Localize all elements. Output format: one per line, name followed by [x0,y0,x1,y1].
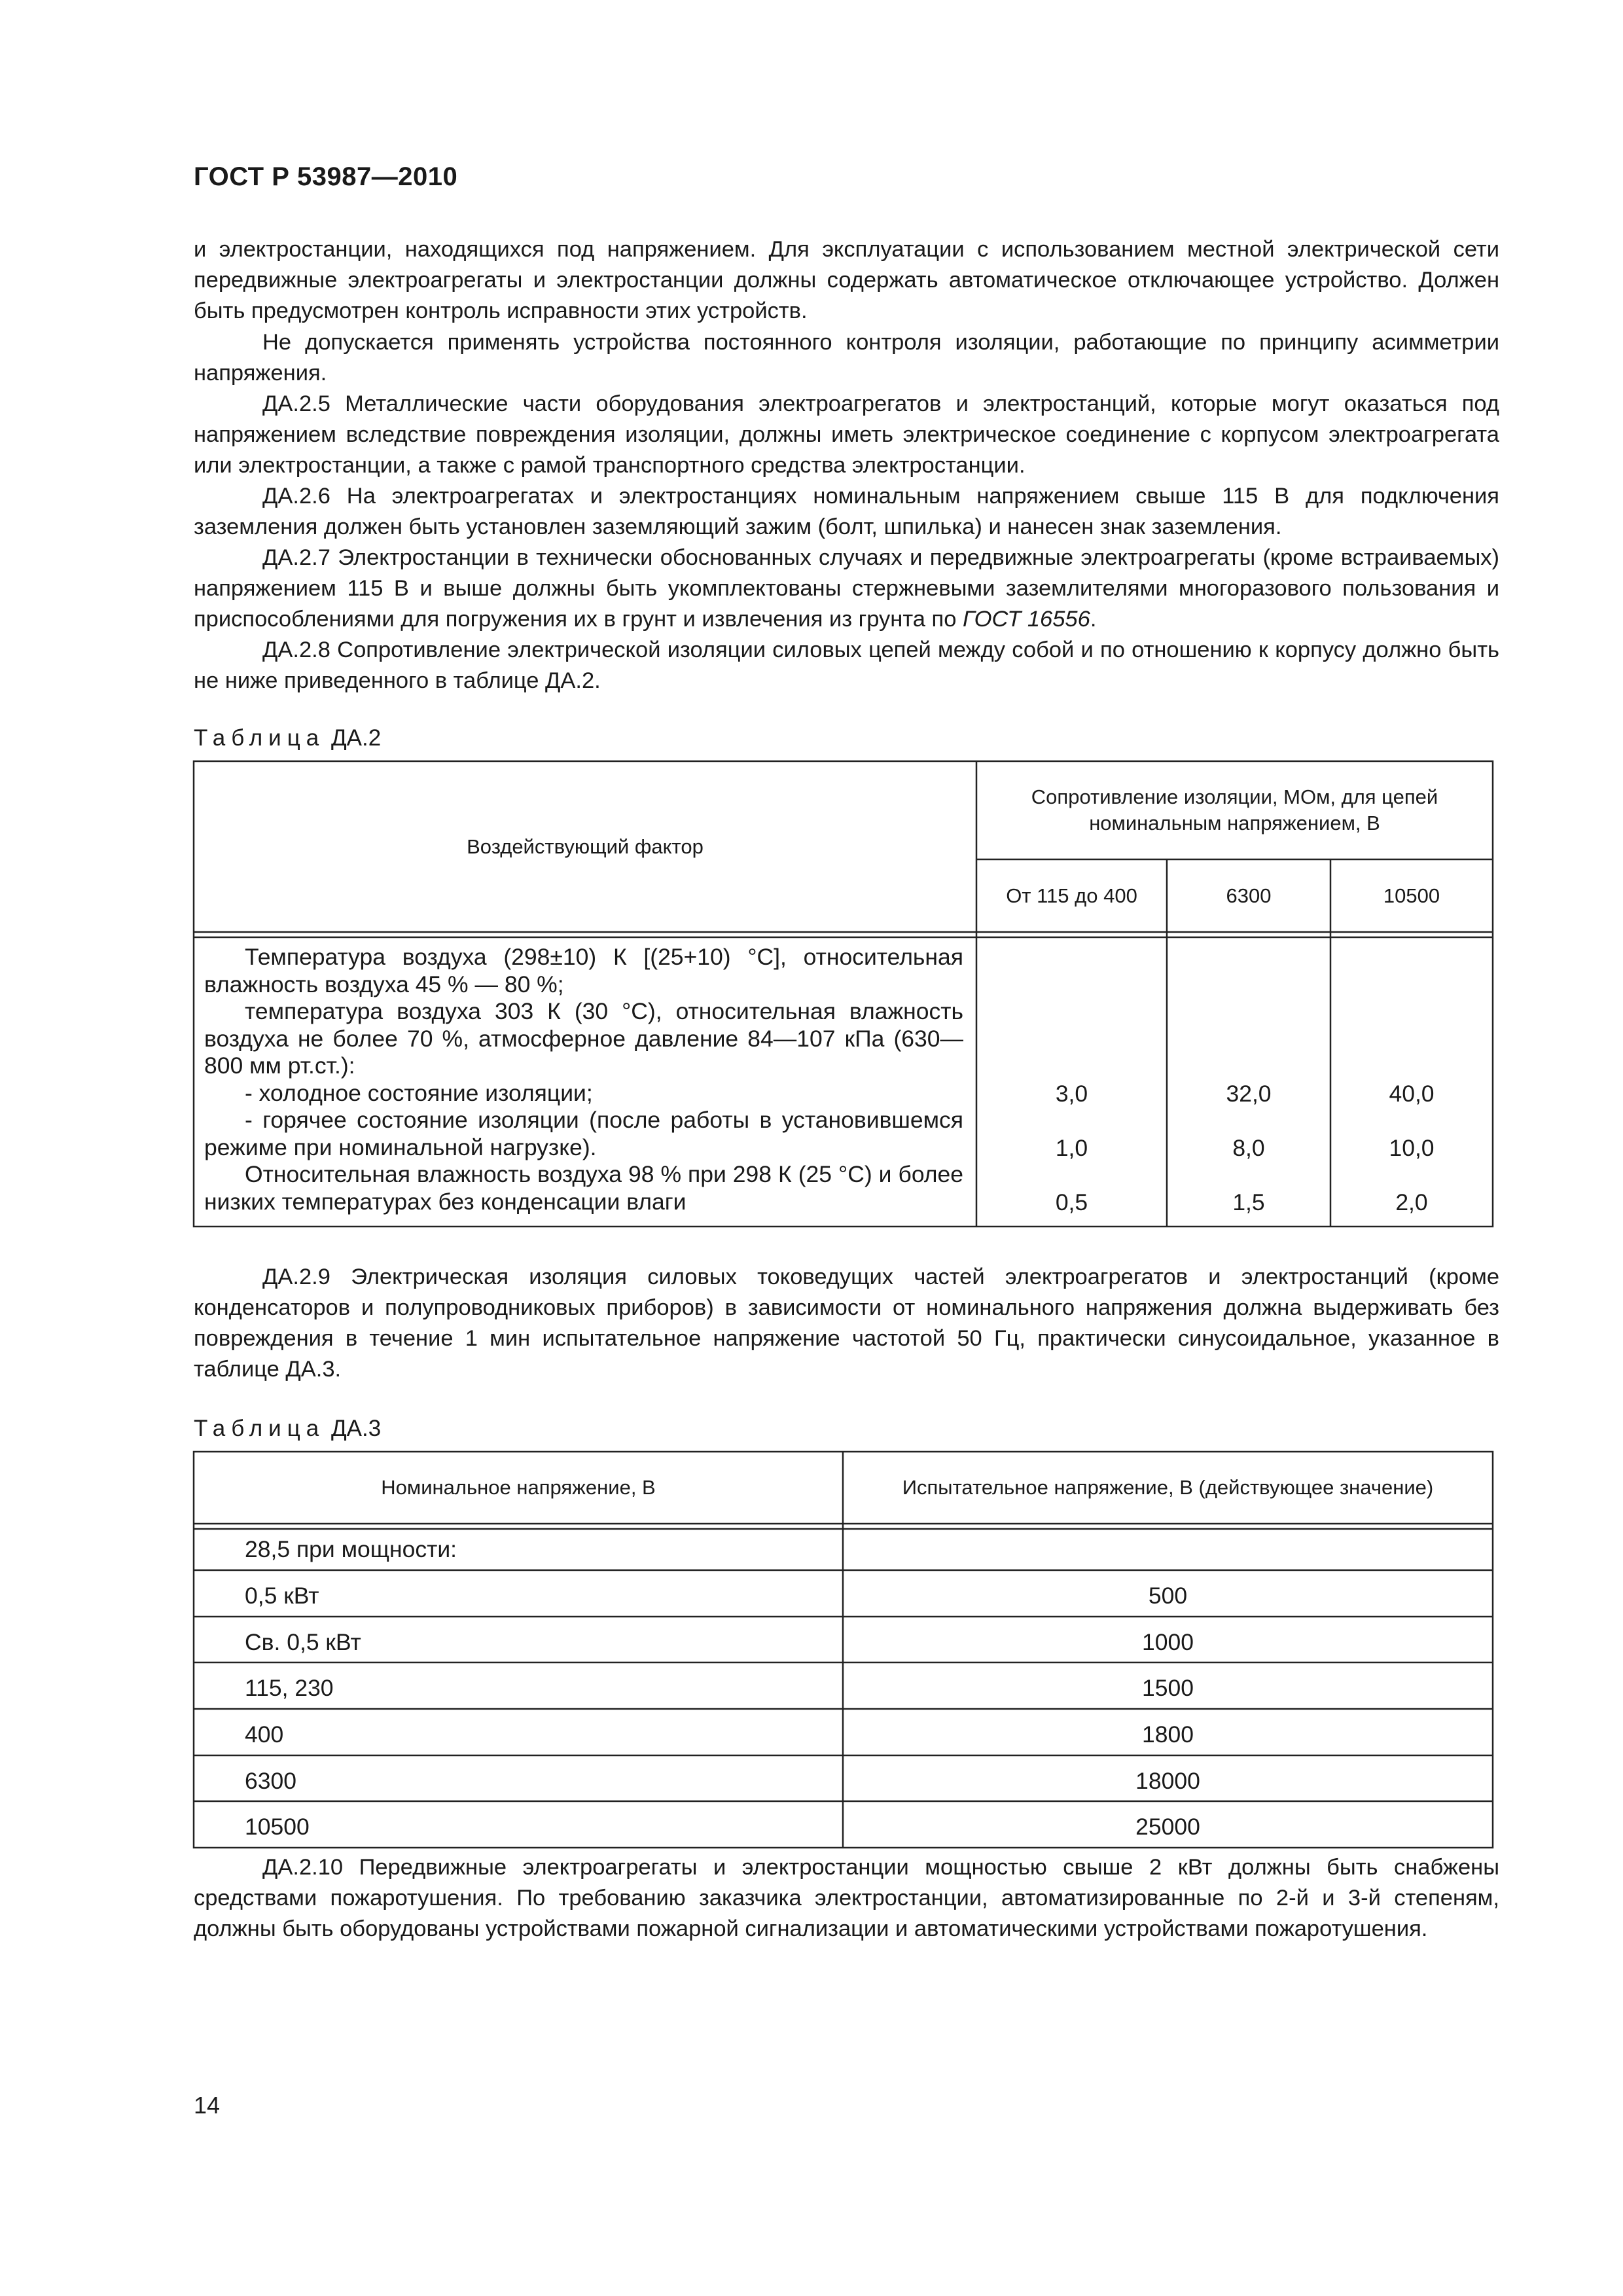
paragraph-da-2-7-end: . [1090,607,1097,632]
table-da2-header-resistance-label: Сопротивление изоляции, МОм, для цепей номинальным напряжением, В [1031,785,1438,834]
table-da3-caption-number: ДА.3 [330,1416,382,1441]
paragraph-da-2-5: ДА.2.5 Металлические части оборудования электроагрегатов и электростанций, которые могут оказаться под напряжением вследствие повреждения изоляции, должны иметь электрическое соединение с корпусом электроагрегата или электростанции, а также с рамой транспортного средства электростанции. [194,391,1499,478]
factor-line-cold: - холодное состояние изоляции; [245,1079,593,1106]
table-da2-hot-115-400: 1,0 [1055,1135,1088,1161]
table-da2-subheader-1: От 115 до 400 [1006,884,1137,907]
table-da3-header-test: Испытательное напряжение, В (действующее значение) [902,1476,1434,1499]
table-da2-subheader-2: 6300 [1226,884,1272,907]
table-da2-cold-115-400: 3,0 [1055,1081,1088,1107]
paragraph-continuation: и электростанции, находящихся под напряжением. Для эксплуатации с использованием местной электрической сети передвижные электроагрегаты и электростанции должны содержать автоматическое отключающее устройство. Должен быть предусмотрен контроль исправности этих устройств. [194,237,1499,323]
table-da3-caption-word: Таблица [194,1416,325,1441]
table-da2-caption-number: ДА.2 [330,725,382,751]
paragraph-da-2-9: ДА.2.9 Электрическая изоляция силовых токоведущих частей электроагрегатов и электростанций (кроме конденсаторов и полупроводниковых приборов) в зависимости от номинального напряжения должна выдерживать без повреждения в течение 1 мин испытательное напряжение частотой 50 Гц, практически синусоидальное, указанное в таблице ДА.3. [194,1265,1499,1382]
table-da3-row-7-nominal: 10500 [245,1814,310,1840]
table-da3-row-2-nominal: 0,5 кВт [245,1583,319,1609]
table-da3-row-3-nominal: Св. 0,5 кВт [245,1629,361,1655]
paragraph-da-2-8: ДА.2.8 Сопротивление электрической изоляции силовых цепей между собой и по отношению к корпусу должно быть не ниже приведенного в таблице ДА.2. [194,637,1499,693]
table-da2-humid-115-400: 0,5 [1055,1189,1088,1215]
table-da2-subheader-3: 10500 [1383,884,1440,907]
table-da2-hot-6300: 8,0 [1232,1135,1265,1161]
table-da2-caption-word: Таблица [194,725,325,751]
factor-line-hot: - горячее состояние изоляции (после работы в установившемся режиме при номинальной нагрузке). [204,1107,963,1160]
standard-reference-link[interactable]: ГОСТ 16556 [962,607,1090,632]
factor-line-temp-pressure: температура воздуха 303 К (30 °С), относительная влажность воздуха не более 70 %, атмосферное давление 84—107 кПа (630—800 мм рт.ст.): [204,998,963,1079]
paragraph-asymmetry: Не допускается применять устройства постоянного контроля изоляции, работающие по принципу асимметрии напряжения. [194,330,1499,386]
table-da2-humid-10500: 2,0 [1395,1189,1428,1215]
table-da3-row-3-test: 1000 [1142,1629,1194,1655]
factor-line-temp-humidity: Температура воздуха (298±10) К [(25+10) °С], относительная влажность воздуха 45 % — 80 %; [204,944,963,997]
factor-line-humidity-98: Относительная влажность воздуха 98 % при 298 К (25 °С) и более низких температурах без конденсации влаги [204,1161,963,1215]
paragraph-da-2-10: ДА.2.10 Передвижные электроагрегаты и электростанции мощностью свыше 2 кВт должны быть снабжены средствами пожаротушения. По требованию заказчика электростанции, автоматизированные по 2-й и 3-й степеням, должны быть оборудованы устройствами пожарной сигнализации и автоматическими устройствами пожаротушения. [194,1855,1499,1941]
table-da3-row-1-nominal: 28,5 при мощности: [245,1536,457,1562]
table-da3-row-4-test: 1500 [1142,1675,1194,1701]
table-da2-header-factor-label: Воздействующий фактор [467,834,704,858]
table-da3-row-6-nominal: 6300 [245,1768,296,1794]
table-da2-cold-10500: 40,0 [1389,1081,1435,1107]
page-number: 14 [194,2092,221,2119]
table-da3-header-nominal: Номинальное напряжение, В [381,1476,656,1499]
table-da2-humid-6300: 1,5 [1232,1189,1265,1215]
table-da2-cold-6300: 32,0 [1226,1081,1272,1107]
table-da3-row-4-nominal: 115, 230 [245,1675,334,1701]
table-da3-row-5-nominal: 400 [245,1721,284,1748]
table-da3-row-2-test: 500 [1148,1583,1188,1609]
paragraph-da-2-7-text: ДА.2.7 Электростанции в технически обоснованных случаях и передвижные электроагрегаты (кроме встраиваемых) напряжением 115 В и выше должны быть укомплектованы стержневыми заземлителями многоразового пользования и приспособлениями для погружения их в грунт и извлечения из грунта по [194,545,1499,632]
table-da3-row-7-test: 25000 [1135,1814,1200,1840]
paragraph-da-2-6: ДА.2.6 На электроагрегатах и электростанциях номинальным напряжением свыше 115 В для подключения заземления должен быть установлен заземляющий зажим (болт, шпилька) и нанесен знак заземления. [194,484,1499,539]
table-da3-row-6-test: 18000 [1135,1768,1200,1794]
document-header: ГОСТ Р 53987—2010 [194,162,458,191]
table-da3-row-5-test: 1800 [1142,1721,1194,1748]
table-da2-hot-10500: 10,0 [1389,1135,1435,1161]
